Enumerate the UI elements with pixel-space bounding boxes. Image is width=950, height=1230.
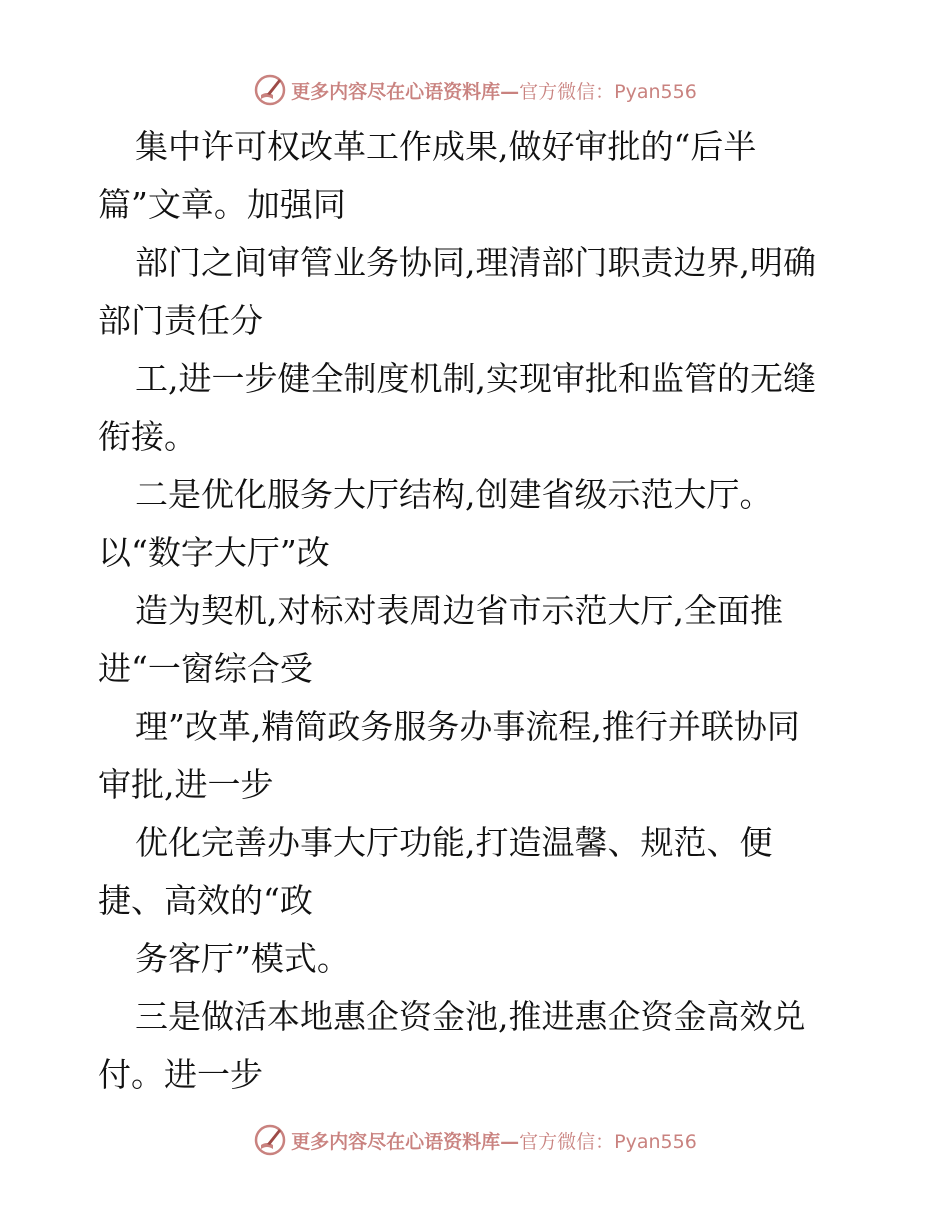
- text-line: 部门之间审管业务协同,理清部门职责边界,明确: [135, 243, 816, 282]
- footer-watermark-banner: [0, 1120, 950, 1160]
- text-line: 造为契机,对标对表周边省市示范大厅,全面推: [135, 591, 783, 630]
- text-line: 付。进一步: [98, 1055, 263, 1094]
- text-line: 三是做活本地惠企资金池,推进惠企资金高效兑: [135, 997, 806, 1036]
- text-line: 以“数字大厅”改: [98, 533, 330, 572]
- text-line: 进“一窗综合受: [98, 649, 313, 688]
- book-quill-logo-icon: [253, 73, 287, 107]
- text-line: 篇”文章。加强同: [98, 185, 346, 224]
- text-line: 衔接。: [98, 417, 197, 456]
- text-line: 部门责任分: [98, 301, 263, 340]
- banner-wechat-text: 官方微信：Pyan556: [519, 1130, 697, 1153]
- text-line: 集中许可权改革工作成果,做好审批的“后半: [135, 127, 757, 166]
- text-line: 捷、高效的“政: [98, 881, 313, 920]
- banner-main-text: 更多内容尽在心语资料库—: [291, 80, 520, 103]
- text-line: 理”改革,精简政务服务办事流程,推行并联协同: [135, 707, 800, 746]
- document-body: [98, 118, 858, 1104]
- text-line: 二是优化服务大厅结构,创建省级示范大厅。: [135, 475, 773, 514]
- header-watermark-banner: [0, 70, 950, 110]
- banner-main-text: 更多内容尽在心语资料库—: [291, 1130, 520, 1153]
- text-line: 审批,进一步: [98, 765, 274, 804]
- text-line: 工,进一步健全制度机制,实现审批和监管的无缝: [135, 359, 816, 398]
- book-quill-logo-icon: [253, 1123, 287, 1157]
- text-line: 务客厅”模式。: [135, 939, 350, 978]
- text-line: 优化完善办事大厅功能,打造温馨、规范、便: [135, 823, 773, 862]
- banner-wechat-text: 官方微信：Pyan556: [519, 80, 697, 103]
